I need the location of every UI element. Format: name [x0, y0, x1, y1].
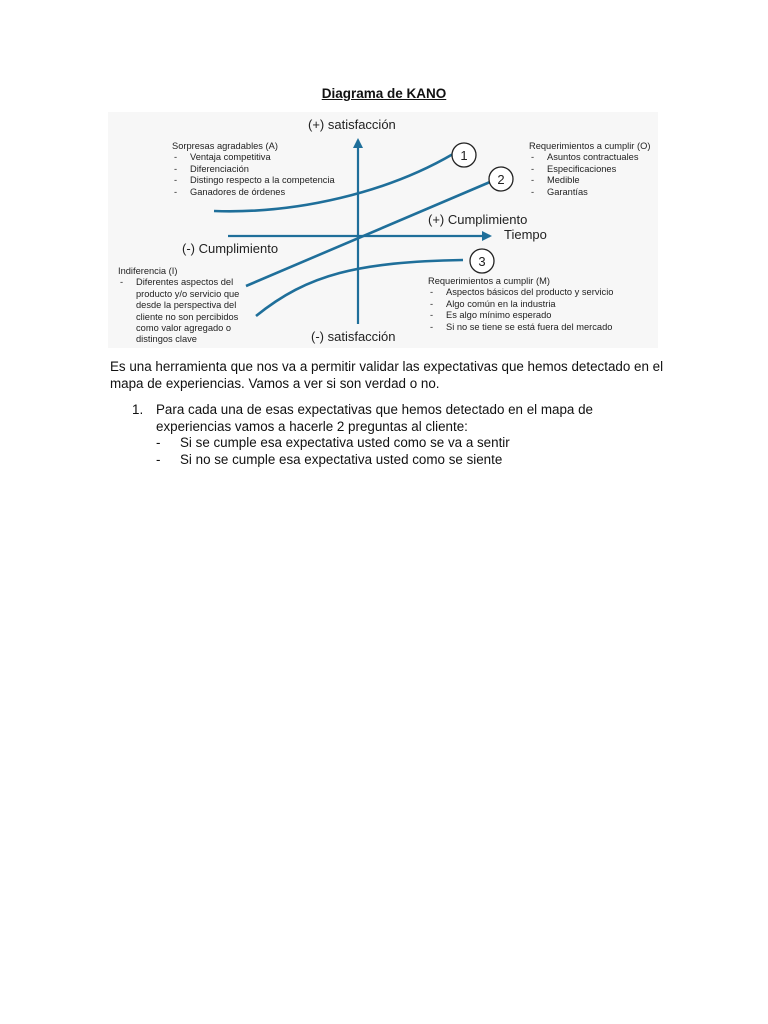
group-sorpresas-item: - Diferenciación [172, 164, 362, 175]
group-sorpresas-item: - Ganadores de órdenes [172, 187, 362, 198]
list-item [110, 402, 670, 435]
group-requerimientos-m-item: - Algo común en la industria [428, 299, 656, 310]
list-subitem: - Si no se cumple esa expectativa usted como se siente [110, 452, 670, 469]
list-item-text: Para cada una de esas expectativas que hemos detectado en el mapa de experiencias vamos a hacerle 2 preguntas al cliente: [156, 402, 593, 434]
page-title: Diagrama de KANO [321, 86, 447, 101]
group-sorpresas-item: - Ventaja competitiva [172, 152, 362, 163]
group-sorpresas-heading: Sorpresas agradables (A) [172, 141, 278, 151]
group-requerimientos-o-item: - Asuntos contractuales [529, 152, 657, 163]
intro-paragraph: Es una herramienta que nos va a permitir validar las expectativas que hemos detectado en el mapa de experiencias. Vamos a ver si son verdad o no. [110, 359, 664, 391]
curve-3-number: 3 [478, 254, 486, 269]
axis-label-time: Tiempo [504, 227, 547, 242]
kano-diagram [108, 112, 658, 348]
axis-label-right: (+) Cumplimiento [428, 212, 528, 227]
curve-2-number: 2 [497, 172, 505, 187]
axis-label-left: (-) Cumplimiento [182, 241, 279, 256]
list-item-number: 1. [132, 402, 144, 417]
group-indiferencia-heading: Indiferencia (I) [118, 266, 178, 276]
axis-label-bottom: (-) satisfacción [311, 329, 396, 344]
group-requerimientos-o-item: - Medible [529, 175, 657, 186]
group-requerimientos-o [529, 141, 657, 198]
curve-1-number: 1 [460, 148, 468, 163]
group-requerimientos-m-item: - Es algo mínimo esperado [428, 310, 656, 321]
group-indiferencia-item: - Diferentes aspectos del producto y/o servicio que desde la perspectiva del cliente no son percibidos como valor agregado o distingos clave [118, 277, 246, 345]
group-requerimientos-m-heading: Requerimientos a cumplir (M) [428, 276, 550, 286]
group-requerimientos-m-item: - Aspectos básicos del producto y servicio [428, 287, 656, 298]
group-requerimientos-m-item: - Si no se tiene se está fuera del mercado [428, 322, 656, 333]
group-requerimientos-o-item: - Especificaciones [529, 164, 657, 175]
group-requerimientos-m [428, 276, 656, 333]
group-sorpresas-item: - Distingo respecto a la competencia [172, 175, 362, 186]
axis-label-top: (+) satisfacción [308, 117, 396, 132]
numbered-list [110, 402, 670, 468]
group-sorpresas [172, 141, 362, 198]
list-subitem: - Si se cumple esa expectativa usted como se va a sentir [110, 435, 670, 452]
group-requerimientos-o-item: - Garantías [529, 187, 657, 198]
group-requerimientos-o-heading: Requerimientos a cumplir (O) [529, 141, 651, 151]
group-indiferencia [118, 266, 246, 346]
